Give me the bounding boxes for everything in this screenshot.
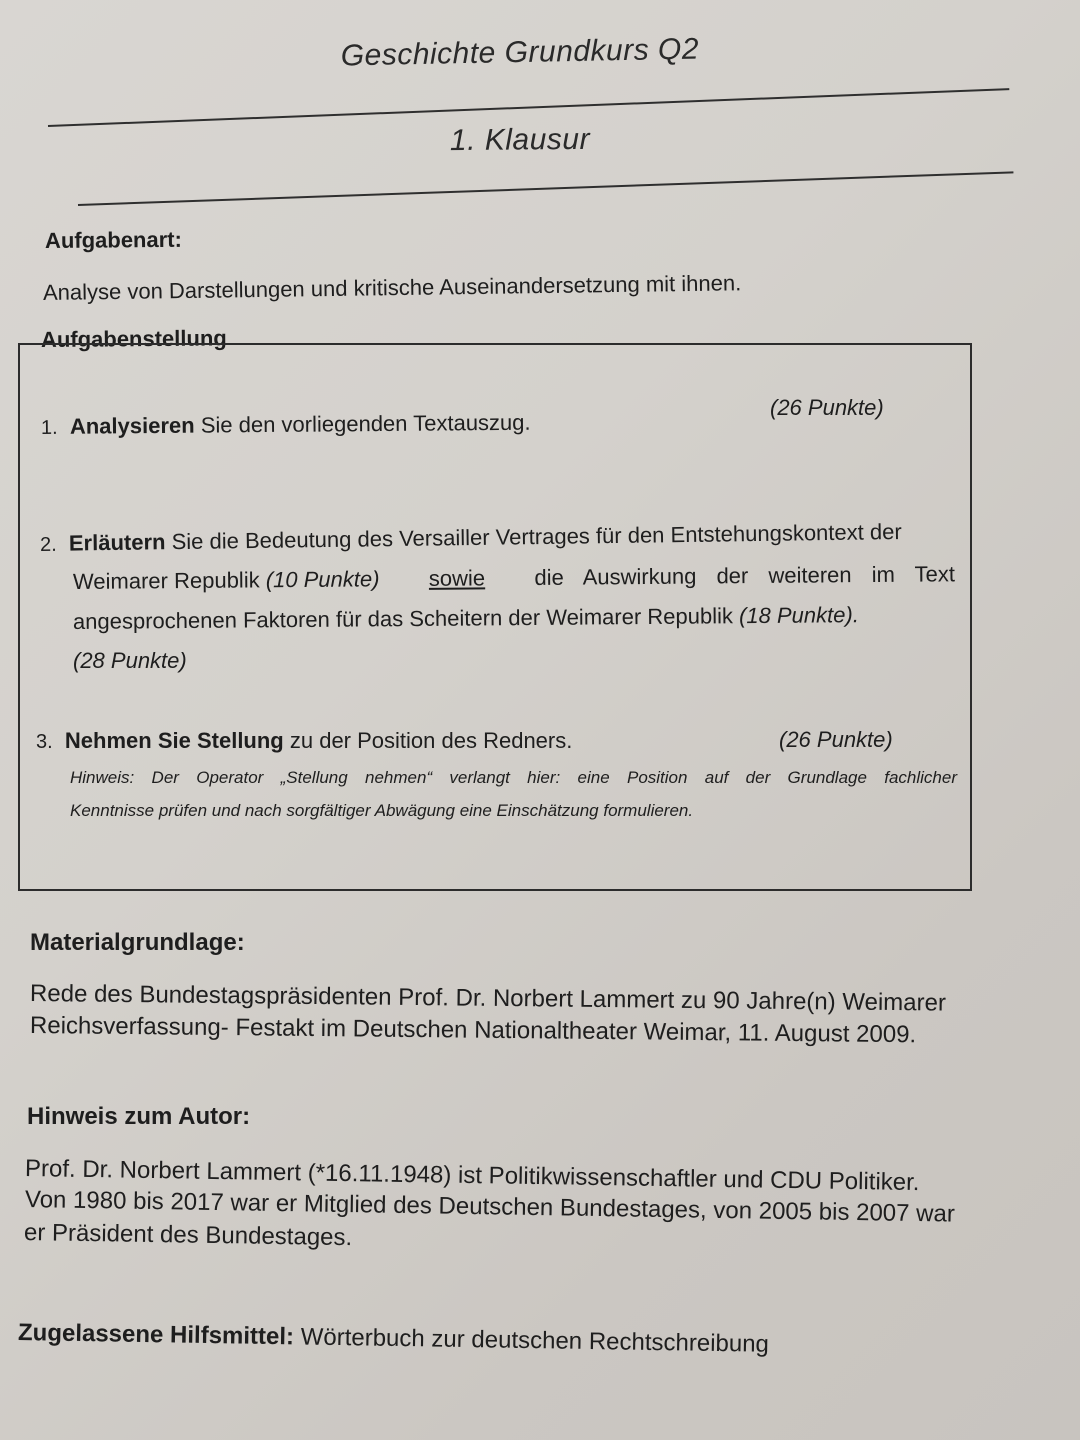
task-type-heading: Aufgabenart: — [44, 226, 182, 253]
aids-label: Zugelassene Hilfsmittel: — [17, 1319, 295, 1351]
task-3-points: (26 Punkte) — [779, 727, 893, 752]
task-3-text: zu der Position des Redners. — [283, 728, 573, 753]
exam-title: 1. Klausur — [449, 122, 591, 158]
task-2-line2-rest: die Auswirkung der weiteren im Text — [534, 561, 956, 590]
task-1-text: Sie den vorliegenden Textauszug. — [194, 409, 531, 438]
task-3-note-line-2: Kenntnisse prüfen und nach sorgfältiger Abwägung eine Einschätzung formulieren. — [70, 801, 694, 820]
task-3-number: 3. — [36, 731, 53, 753]
task-2-sowie: sowie — [428, 565, 486, 591]
author-line-2: Von 1980 bis 2017 war er Mitglied des Deutschen Bundestages, von 2005 bis 2007 war — [24, 1186, 956, 1228]
author-heading: Hinweis zum Autor: — [27, 1103, 251, 1130]
task-3-note-line-1: Hinweis: Der Operator „Stellung nehmen“ verlangt hier: eine Position auf der Grundlage fachlicher — [70, 768, 957, 787]
task-1-number: 1. — [40, 416, 58, 439]
aids-text: Wörterbuch zur deutschen Rechtschreibung — [293, 1323, 770, 1358]
author-line-3: er Präsident des Bundestages. — [23, 1219, 353, 1252]
material-heading: Materialgrundlage: — [30, 929, 245, 956]
task-2-points-b: (18 Punkte). — [738, 602, 859, 629]
author-line-1: Prof. Dr. Norbert Lammert (*16.11.1948) ist Politikwissenschaftler und CDU Politiker. — [24, 1155, 920, 1197]
task-1-operator: Analysieren — [69, 412, 195, 439]
task-2-line3-text: angesprochenen Faktoren für das Scheitern der Weimarer Republik — [72, 603, 740, 634]
task-2-line-3 — [73, 594, 955, 642]
material-line-2: Reichsverfassung- Festakt im Deutschen Nationaltheater Weimar, 11. August 2009. — [29, 1012, 917, 1049]
aids — [18, 1317, 1028, 1364]
task-2-points: (28 Punkte) — [73, 648, 187, 673]
task-3-operator: Nehmen Sie Stellung — [64, 728, 284, 753]
tasks-heading: Aufgabenstellung — [40, 325, 227, 352]
task-2-operator: Erläutern — [68, 529, 166, 556]
course-title: Geschichte Grundkurs Q2 — [340, 32, 700, 73]
header-rule-2 — [78, 171, 1013, 206]
task-2-line1-text: Sie die Bedeutung des Versailler Vertrages für den Entstehungskontext der — [165, 518, 902, 555]
task-1-points: (26 Punkte) — [770, 395, 884, 420]
task-2-points-a: (10 Punkte) — [265, 566, 380, 593]
task-2-number: 2. — [39, 533, 57, 556]
material-line-1: Rede des Bundestagspräsidenten Prof. Dr. Norbert Lammert zu 90 Jahre(n) Weimarer — [29, 980, 947, 1017]
task-3 — [36, 721, 736, 762]
task-type-text: Analyse von Darstellungen und kritische Auseinandersetzung mit ihnen. — [42, 270, 742, 305]
task-1 — [41, 401, 741, 448]
task-2-weimarer: Weimarer Republik — [72, 567, 266, 594]
